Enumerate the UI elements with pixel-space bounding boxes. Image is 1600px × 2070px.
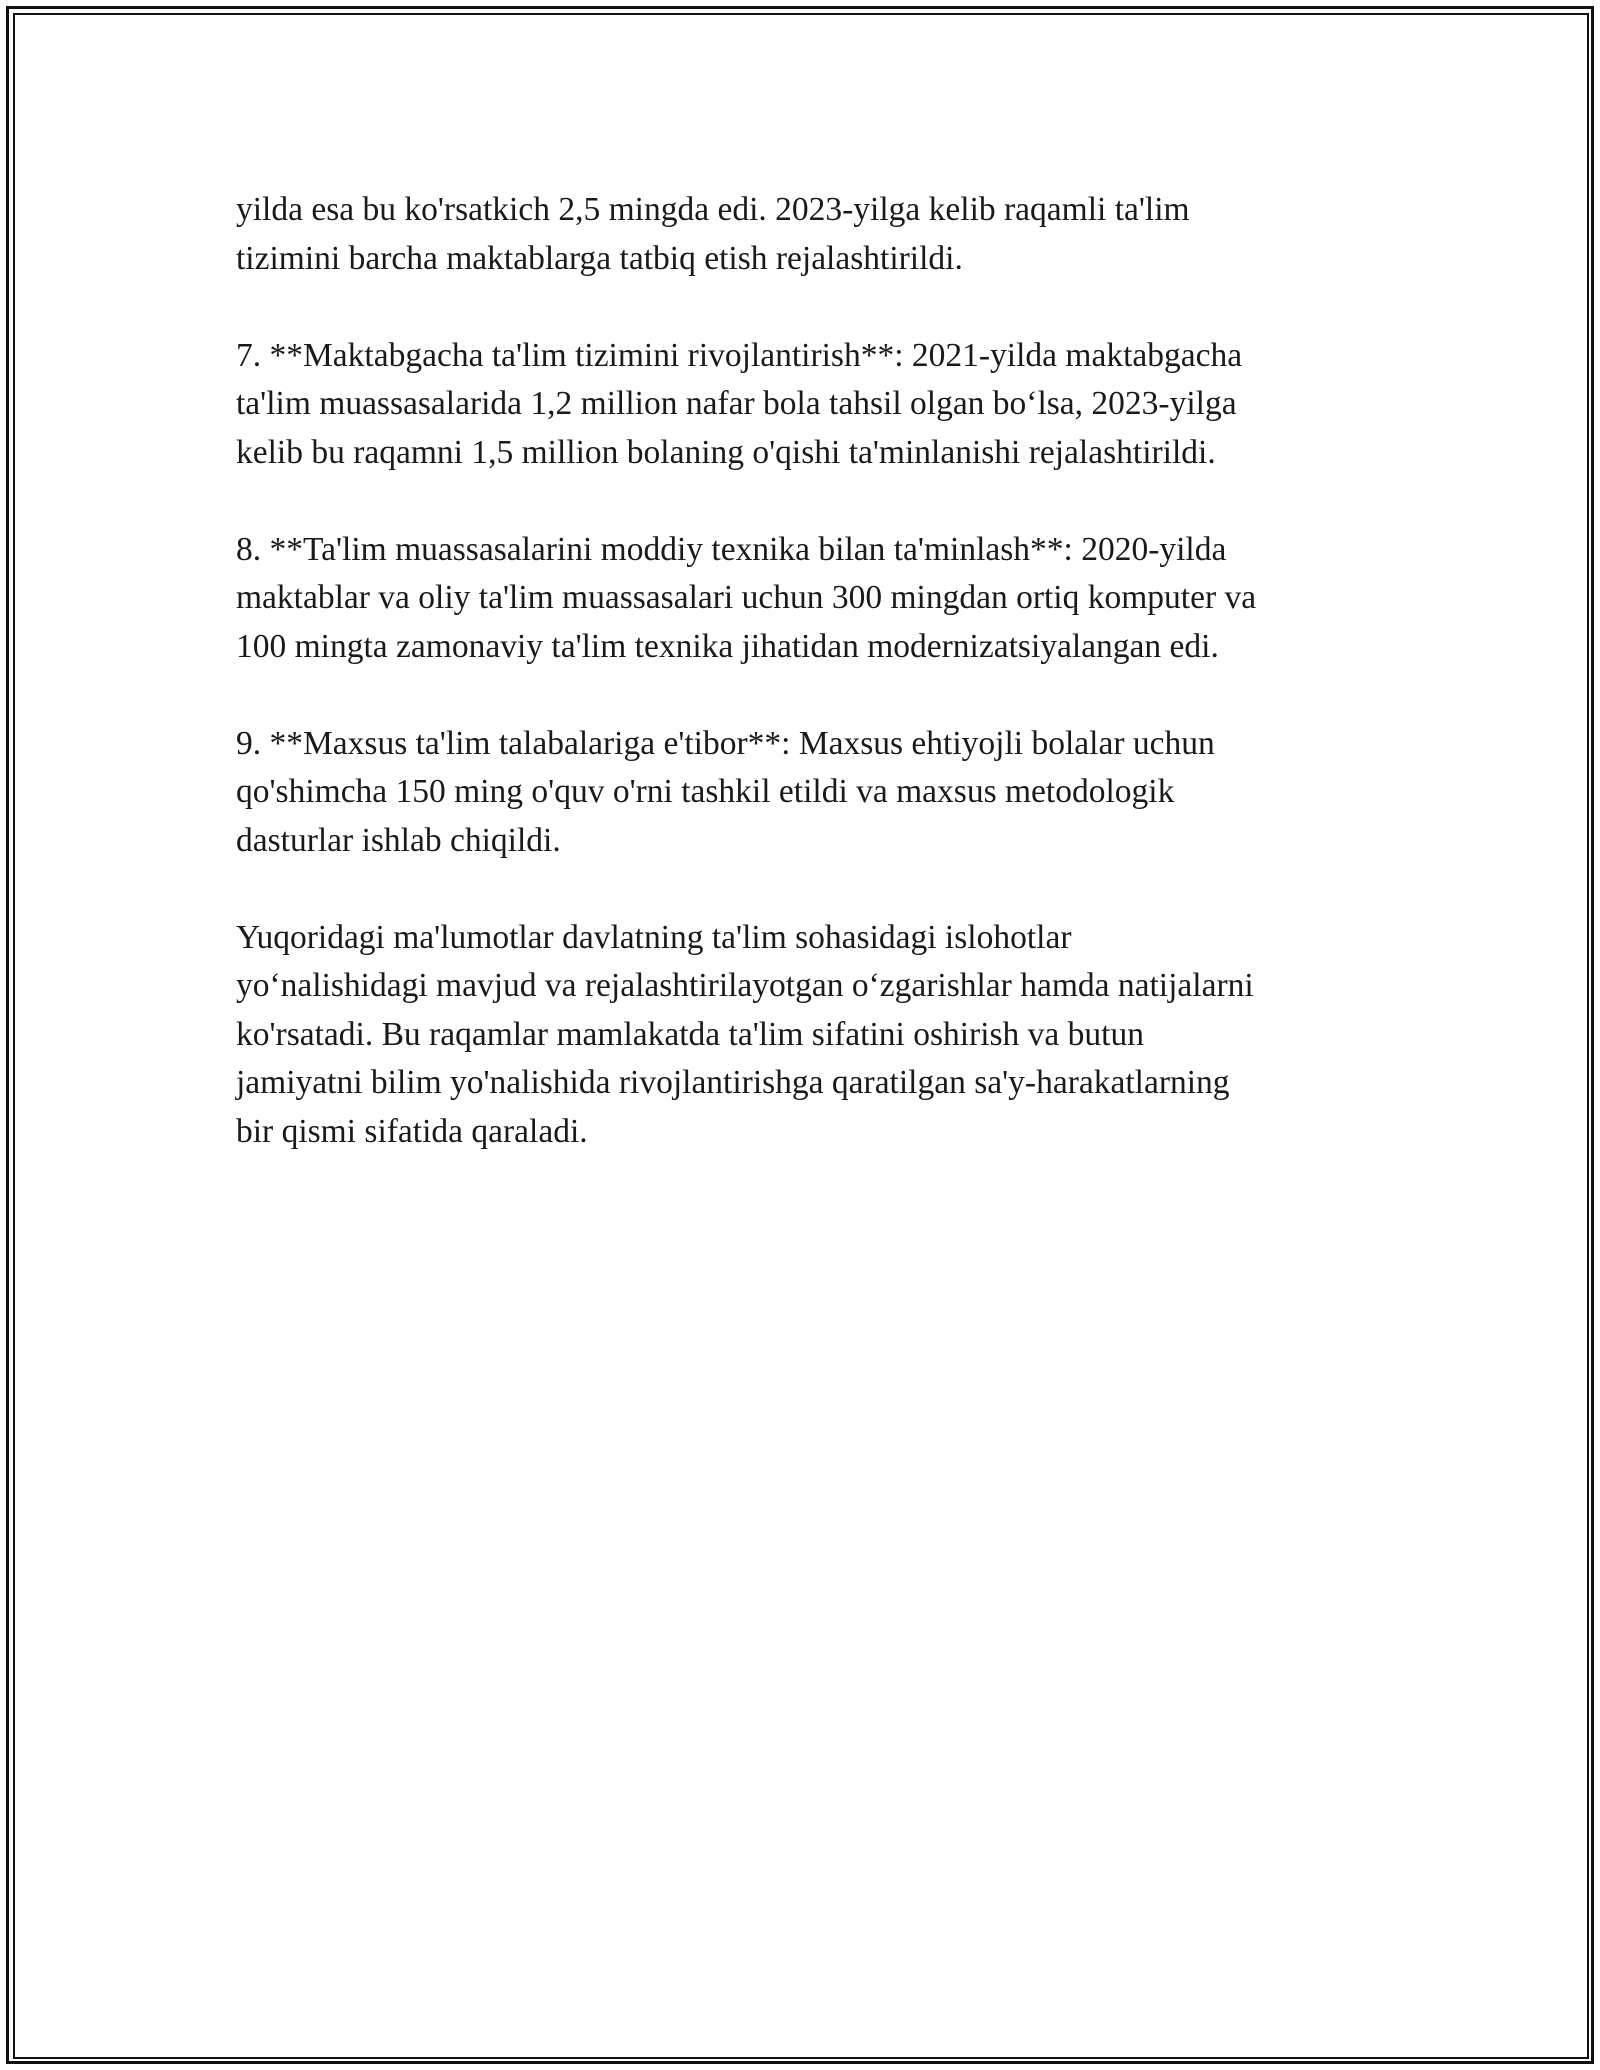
paragraph-item-7 xyxy=(236,332,1376,478)
paragraph-item-9 xyxy=(236,720,1376,866)
paragraph-item-8 xyxy=(236,526,1376,672)
text-line: yilda esa bu ko'rsatkich 2,5 mingda edi. 2023-yilga kelib raqamli ta'lim xyxy=(236,191,1190,228)
text-line: jamiyatni bilim yo'nalishida rivojlantirishga qaratilgan sa'y-harakatlarning xyxy=(236,1064,1230,1101)
text-line: 7. **Maktabgacha ta'lim tizimini rivojlantirish**: 2021-yilda maktabgacha xyxy=(236,336,1243,374)
text-line: yo‘nalishidagi mavjud va rejalashtirilayotgan o‘zgarishlar hamda natijalarni xyxy=(236,967,1254,1004)
text-line: tizimini barcha maktablarga tatbiq etish rejalashtirildi. xyxy=(236,239,963,277)
text-line: maktablar va oliy ta'lim muassasalari uchun 300 mingdan ortiq komputer va xyxy=(236,579,1257,616)
text-line: kelib bu raqamni 1,5 million bolaning o'qishi ta'minlanishi rejalashtirildi. xyxy=(236,433,1216,471)
text-line: ta'lim muassasalarida 1,2 million nafar bola tahsil olgan bo‘lsa, 2023-yilga xyxy=(236,385,1237,422)
text-line: 8. **Ta'lim muassasalarini moddiy texnika bilan ta'minlash**: 2020-yilda xyxy=(236,530,1227,568)
text-line: 100 mingta zamonaviy ta'lim texnika jihatidan modernizatsiyalangan edi. xyxy=(236,627,1219,665)
text-line: bir qismi sifatida qaraladi. xyxy=(236,1112,588,1150)
document-body xyxy=(236,186,1376,1205)
text-line: 9. **Maxsus ta'lim talabalariga e'tibor**: Maxsus ehtiyojli bolalar uchun xyxy=(236,724,1215,762)
paragraph-conclusion xyxy=(236,914,1376,1157)
paragraph-continuation xyxy=(236,186,1376,283)
text-line: ko'rsatadi. Bu raqamlar mamlakatda ta'lim sifatini oshirish va butun xyxy=(236,1015,1144,1053)
text-line: dasturlar ishlab chiqildi. xyxy=(236,821,561,859)
text-line: Yuqoridagi ma'lumotlar davlatning ta'lim sohasidagi islohotlar xyxy=(236,918,1072,956)
text-line: qo'shimcha 150 ming o'quv o'rni tashkil etildi va maxsus metodologik xyxy=(236,773,1175,810)
